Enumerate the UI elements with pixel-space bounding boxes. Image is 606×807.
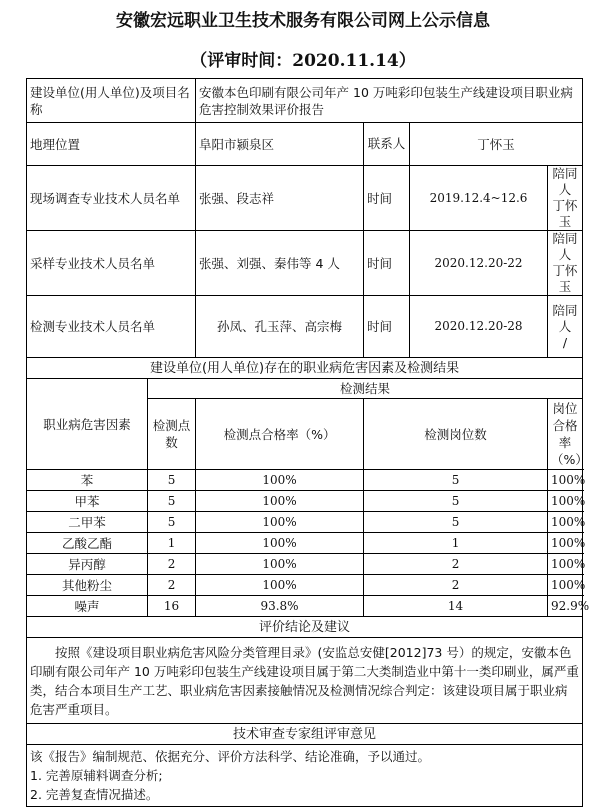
review-line: 2. 完善复查情况描述。: [30, 787, 159, 802]
post-rate-cell: 100%: [548, 554, 583, 575]
contact-label: 联系人: [364, 123, 410, 166]
table-row: [27, 745, 583, 807]
table-row: [27, 491, 583, 512]
table-row: [27, 379, 583, 399]
points-cell: 16: [148, 596, 196, 617]
sampling-escort-cell: [548, 231, 583, 296]
post-rate-cell: 92.9%: [548, 596, 583, 617]
point-rate-cell: 93.8%: [196, 596, 364, 617]
point-rate-cell: 100%: [196, 533, 364, 554]
factor-cell: 噪声: [27, 596, 148, 617]
testing-escort-cell: [548, 296, 583, 358]
point-rate-cell: 100%: [196, 575, 364, 596]
results-header: 检测结果: [148, 379, 583, 399]
sampling-value: 张强、刘强、秦伟等 4 人: [196, 231, 364, 296]
points-cell: 5: [148, 470, 196, 491]
posts-cell: 5: [364, 512, 548, 533]
testing-escort: /: [562, 334, 568, 350]
table-row: [27, 231, 583, 296]
conclusion-text: 按照《建设项目职业病危害风险分类管理目录》(安监总安健[2012]73 号）的规定，安徽本色印刷有限公司年产 10 万吨彩印包装生产线建设项目属于第二大类制造业中第十一类印刷业，属严重类，结合本项目生产工艺、职业病危害因素接触情况及检测情况综合判定：该建设项目属于职业病危害严重项目。: [27, 638, 583, 724]
table-row: [27, 123, 583, 166]
testing-label: 检测专业技术人员名单: [27, 296, 196, 358]
escort-label: 陪同人: [552, 166, 578, 197]
col-post-rate: 岗位合格率（%）: [548, 399, 583, 470]
testing-value: 孙凤、孔玉萍、高宗梅: [196, 296, 364, 358]
posts-cell: 5: [364, 491, 548, 512]
review-time: （评审时间：2020.11.14）: [190, 51, 416, 71]
table-row: [27, 724, 583, 745]
points-cell: 5: [148, 512, 196, 533]
table-row: [27, 617, 583, 638]
escort-label: 陪同人: [552, 302, 578, 334]
points-cell: 2: [148, 575, 196, 596]
post-rate-cell: 100%: [548, 575, 583, 596]
table-row: [27, 533, 583, 554]
point-rate-cell: 100%: [196, 554, 364, 575]
sampling-time: 2020.12.20-22: [410, 231, 548, 296]
post-rate-cell: 100%: [548, 512, 583, 533]
survey-time: 2019.12.4~12.6: [410, 166, 548, 231]
factor-cell: 乙酸乙酯: [27, 533, 148, 554]
point-rate-cell: 100%: [196, 491, 364, 512]
factor-cell: 其他粉尘: [27, 575, 148, 596]
location-label: 地理位置: [27, 123, 196, 166]
factor-cell: 甲苯: [27, 491, 148, 512]
survey-escort-cell: [548, 166, 583, 231]
survey-value: 张强、段志祥: [196, 166, 364, 231]
time-label: 时间: [364, 166, 410, 231]
testing-time: 2020.12.20-28: [410, 296, 548, 358]
posts-cell: 2: [364, 554, 548, 575]
page-title: 安徽宏远职业卫生技术服务有限公司网上公示信息: [116, 11, 490, 31]
location-value: 阜阳市颍泉区: [196, 123, 364, 166]
posts-cell: 2: [364, 575, 548, 596]
table-row: [27, 470, 583, 491]
points-cell: 1: [148, 533, 196, 554]
table-row: [27, 596, 583, 617]
review-line: 1. 完善原辅料调查分析;: [30, 768, 163, 783]
posts-cell: 1: [364, 533, 548, 554]
col-points: 检测点数: [148, 399, 196, 470]
review-title: 技术审查专家组评审意见: [27, 724, 583, 745]
escort-label: 陪同人: [552, 231, 578, 262]
contact-value: 丁怀玉: [410, 123, 583, 166]
hazards-section-title: 建设单位(用人单位)存在的职业病危害因素及检测结果: [27, 358, 583, 379]
factor-cell: 异丙醇: [27, 554, 148, 575]
post-rate-cell: 100%: [548, 491, 583, 512]
table-row: [27, 638, 583, 724]
table-row: [27, 512, 583, 533]
points-cell: 5: [148, 491, 196, 512]
time-label: 时间: [364, 296, 410, 358]
factor-cell: 苯: [27, 470, 148, 491]
col-point-rate: 检测点合格率（%）: [196, 399, 364, 470]
review-body: [27, 745, 583, 807]
factor-header: 职业病危害因素: [27, 379, 148, 470]
point-rate-cell: 100%: [196, 470, 364, 491]
point-rate-cell: 100%: [196, 512, 364, 533]
unit-value: 安徽本色印刷有限公司年产 10 万吨彩印包装生产线建设项目职业病危害控制效果评价报告: [196, 79, 583, 123]
unit-label: 建设单位(用人单位)及项目名称: [27, 79, 196, 123]
table-row: [27, 79, 583, 123]
time-label: 时间: [364, 231, 410, 296]
disclosure-table: [26, 78, 590, 807]
points-cell: 2: [148, 554, 196, 575]
survey-escort: 丁怀玉: [552, 198, 578, 229]
conclusion-title: 评价结论及建议: [27, 617, 583, 638]
table-row: [27, 358, 583, 379]
post-rate-cell: 100%: [548, 533, 583, 554]
sampling-label: 采样专业技术人员名单: [27, 231, 196, 296]
table-row: [27, 296, 583, 358]
posts-cell: 5: [364, 470, 548, 491]
table-row: [27, 166, 583, 231]
survey-label: 现场调查专业技术人员名单: [27, 166, 196, 231]
review-line: 该《报告》编制规范、依据充分、评价方法科学、结论准确，予以通过。: [30, 749, 431, 764]
sampling-escort: 丁怀玉: [552, 263, 578, 294]
col-posts: 检测岗位数: [364, 399, 548, 470]
table-row: [27, 575, 583, 596]
post-rate-cell: 100%: [548, 470, 583, 491]
table-row: [27, 554, 583, 575]
posts-cell: 14: [364, 596, 548, 617]
factor-cell: 二甲苯: [27, 512, 148, 533]
